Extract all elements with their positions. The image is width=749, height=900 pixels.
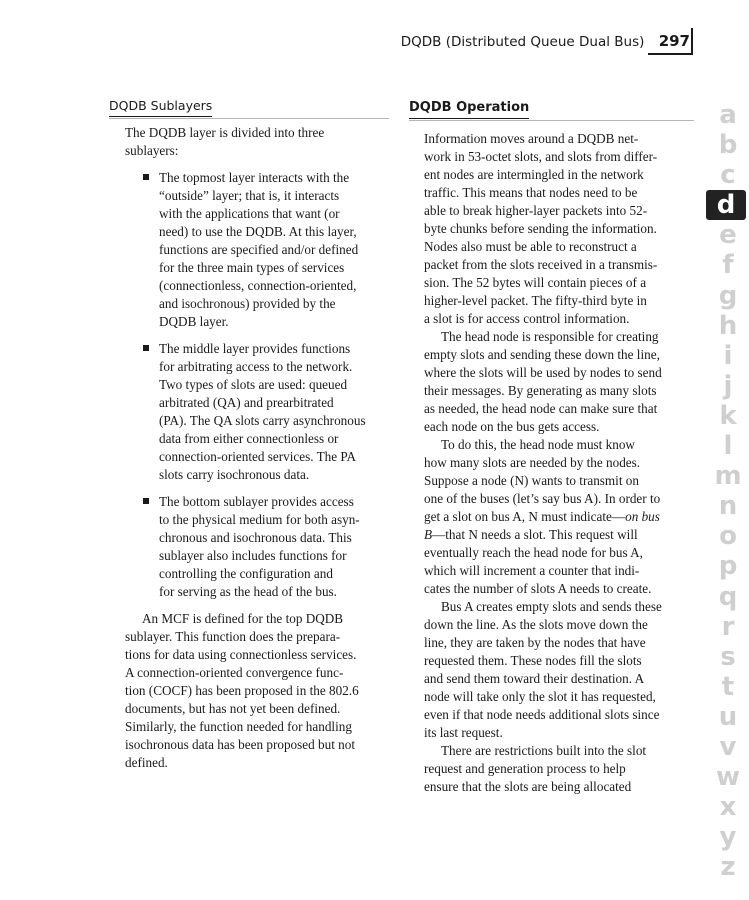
text-line: each node on the bus gets access. <box>424 419 600 434</box>
thumb-letter-c: c <box>720 160 736 191</box>
text-line: which will increment a counter that indi- <box>424 563 640 578</box>
bullet-item <box>125 169 393 331</box>
thumb-letter-k: k <box>719 400 737 431</box>
text-line: its last request. <box>424 725 503 740</box>
text-line: There are restrictions built into the slot <box>441 743 647 758</box>
thumb-letter-p: p <box>718 551 738 582</box>
text-line: where the slots will be used by nodes to send <box>424 365 662 380</box>
thumb-letter-q: q <box>718 581 738 612</box>
text-line: isochronous data has been proposed but not <box>125 737 356 752</box>
text-line: Suppose a node (N) wants to transmit on <box>424 473 639 488</box>
closing-paragraph <box>125 610 393 772</box>
running-title: DQDB (Distributed Queue Dual Bus) <box>400 34 645 50</box>
text-line: “outside” layer; that is, it interacts <box>159 188 340 203</box>
text-line: data from either connectionless or <box>159 431 339 446</box>
text-line: packet from the slots received in a transmis- <box>424 257 658 272</box>
thumb-letter-y: y <box>719 822 737 853</box>
body-paragraph <box>424 742 692 796</box>
text-line: Bus A creates empty slots and sends these <box>441 599 662 614</box>
bullet-square-icon <box>143 174 149 180</box>
section-heading-sublayers: DQDB Sublayers <box>109 98 212 117</box>
text-line: higher-level packet. The fifty-third byte in <box>424 293 647 308</box>
text-line: node will take only the slot it has requested, <box>424 689 656 704</box>
thumb-letter-t: t <box>721 671 735 702</box>
thumb-letter-x: x <box>719 792 737 823</box>
body-paragraph <box>424 328 692 436</box>
text-line: arbitrated (QA) and prearbitrated <box>159 395 334 410</box>
text-line: eventually reach the head node for bus A, <box>424 545 643 560</box>
thumb-letter-o: o <box>719 521 737 552</box>
text-line: ensure that the slots are being allocated <box>424 779 632 794</box>
thumb-letter-s: s <box>720 641 736 672</box>
thumb-letter-f: f <box>722 250 734 281</box>
thumb-letter-a: a <box>719 100 737 130</box>
text-line: need) to use the DQDB. At this layer, <box>159 224 357 239</box>
text-line: and isochronous) provided by the <box>159 296 336 311</box>
text-line: Two types of slots are used: queued <box>159 377 348 392</box>
text-line: The middle layer provides functions <box>159 341 351 356</box>
text-line: The topmost layer interacts with the <box>159 170 350 185</box>
text-line: slots carry isochronous data. <box>159 467 310 482</box>
text-line: requested them. These nodes fill the slots <box>424 653 642 668</box>
bullet-item <box>125 493 393 601</box>
text-line: and send them toward their destination. A <box>424 671 645 686</box>
text-line: cates the number of slots A needs to create. <box>424 581 652 596</box>
text-line: how many slots are needed by the nodes. <box>424 455 641 470</box>
text-line: sublayer also includes functions for <box>159 548 347 563</box>
text-line: connection-oriented services. The PA <box>159 449 357 464</box>
text-line: with the applications that want (or <box>159 206 340 221</box>
thumb-index <box>709 100 747 882</box>
text-line: one of the buses (let’s say bus A). In order to <box>424 491 661 506</box>
running-head <box>330 32 690 50</box>
page-number: 297 <box>658 32 690 50</box>
thumb-letter-d: d <box>706 190 746 220</box>
thumb-letter-u: u <box>718 701 738 732</box>
text-line: sublayers: <box>125 143 179 158</box>
section-heading-operation: DQDB Operation <box>409 100 529 119</box>
text-line: sublayer. This function does the prepara- <box>125 629 341 644</box>
text-line: their messages. By generating as many slots <box>424 383 657 398</box>
thumb-letter-z: z <box>720 852 736 883</box>
text-line: byte chunks before sending the information. <box>424 221 657 236</box>
text-line: functions are specified and/or defined <box>159 242 359 257</box>
bullet-square-icon <box>143 345 149 351</box>
thumb-letter-n: n <box>718 491 738 522</box>
text-line: Nodes also must be able to reconstruct a <box>424 239 637 254</box>
text-line: (connectionless, connection-oriented, <box>159 278 357 293</box>
text-line: line, they are taken by the nodes that have <box>424 635 646 650</box>
text-line: ent nodes are intermingled in the network <box>424 167 644 182</box>
text-line: documents, but has not yet been defined. <box>125 701 341 716</box>
thumb-letter-j: j <box>723 370 733 401</box>
text-line: (PA). The QA slots carry asynchronous <box>159 413 366 428</box>
thumb-letter-v: v <box>719 731 737 762</box>
text-line: The bottom sublayer provides access <box>159 494 354 509</box>
thumb-letter-r: r <box>721 611 735 642</box>
intro-paragraph <box>125 124 393 160</box>
text-line: Information moves around a DQDB net- <box>424 131 639 146</box>
thumb-letter-b: b <box>718 130 738 161</box>
text-line: The DQDB layer is divided into three <box>125 125 325 140</box>
text-line: An MCF is defined for the top DQDB <box>142 611 344 626</box>
text-line: empty slots and sending these down the line, <box>424 347 660 362</box>
body-paragraph <box>424 130 692 328</box>
text-line: for arbitrating access to the network. <box>159 359 353 374</box>
bullet-item <box>125 340 393 484</box>
text-line: as needed, the head node can make sure that <box>424 401 658 416</box>
text-line: The head node is responsible for creating <box>441 329 659 344</box>
text-line: to the physical medium for both asyn- <box>159 512 360 527</box>
thumb-letter-g: g <box>718 280 738 311</box>
thumb-letter-h: h <box>718 310 738 341</box>
section-rule-left <box>109 118 389 119</box>
body-paragraph <box>424 598 692 742</box>
text-line: down the line. As the slots move down the <box>424 617 648 632</box>
text-line: tion (COCF) has been proposed in the 802.6 <box>125 683 359 698</box>
text-line: traffic. This means that nodes need to be <box>424 185 638 200</box>
text-line: defined. <box>125 755 168 770</box>
text-line: a slot is for access control information. <box>424 311 630 326</box>
text-line: able to break higher-layer packets into 52- <box>424 203 648 218</box>
thumb-letter-l: l <box>723 431 733 462</box>
thumb-letter-i: i <box>723 340 733 371</box>
right-column <box>424 130 692 796</box>
header-rule-vertical <box>691 28 693 54</box>
bullet-square-icon <box>143 498 149 504</box>
text-line: tions for data using connectionless services. <box>125 647 357 662</box>
text-line: request and generation process to help <box>424 761 626 776</box>
left-column <box>125 124 393 772</box>
text-line: Similarly, the function needed for handling <box>125 719 352 734</box>
text-line: DQDB layer. <box>159 314 229 329</box>
text-line: for the three main types of services <box>159 260 345 275</box>
text-line: controlling the configuration and <box>159 566 333 581</box>
text-line: B—that N needs a slot. This request will <box>424 527 638 542</box>
text-line: To do this, the head node must know <box>441 437 635 452</box>
body-paragraph <box>424 436 692 598</box>
text-line: chronous and isochronous data. This <box>159 530 352 545</box>
thumb-letter-m: m <box>714 461 742 492</box>
text-line: A connection-oriented convergence func- <box>125 665 344 680</box>
text-line: work in 53-octet slots, and slots from differ- <box>424 149 658 164</box>
text-line: sion. The 52 bytes will contain pieces of a <box>424 275 647 290</box>
header-rule-horizontal <box>648 53 693 55</box>
thumb-letter-e: e <box>719 220 737 251</box>
text-line: even if that node needs additional slots since <box>424 707 660 722</box>
section-rule-right <box>409 120 694 121</box>
thumb-letter-w: w <box>715 762 741 793</box>
text-line: get a slot on bus A, N must indicate—on bus <box>424 509 660 524</box>
text-line: for serving as the head of the bus. <box>159 584 337 599</box>
